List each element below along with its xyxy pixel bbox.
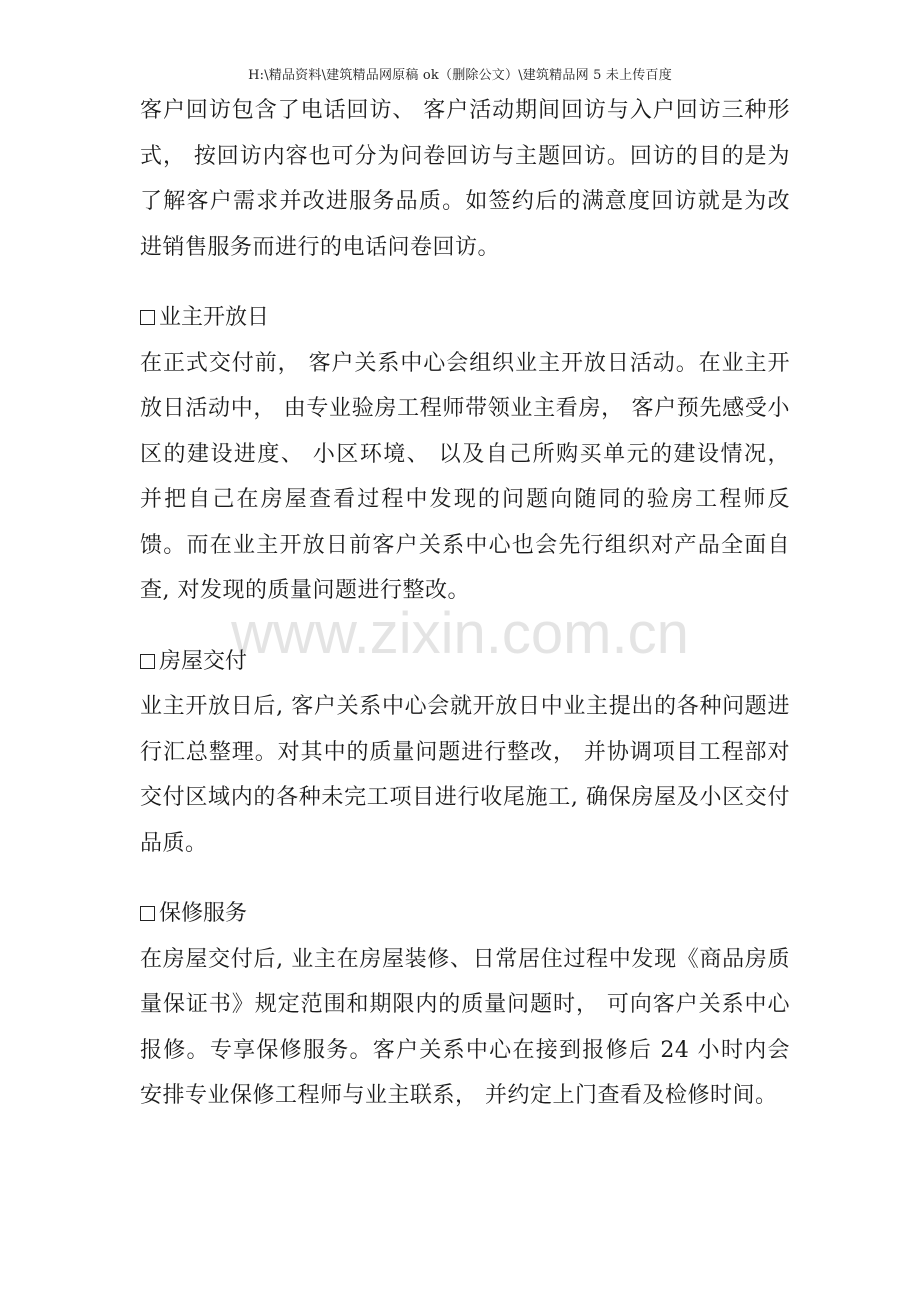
checkbox-icon — [140, 310, 155, 325]
section-paragraph-delivery: 业主开放日后, 客户关系中心会就开放日中业主提出的各种问题进行汇总整理。对其中的质量问题进行整改， 并协调项目工程部对交付区域内的各种未完工项目进行收尾施工, 确保房屋及小区交付品质。 — [140, 694, 790, 856]
section-paragraph-open-day: 在正式交付前， 客户关系中心会组织业主开放日活动。在业主开放日活动中， 由专业验房工程师带领业主看房， 客户预先感受小区的建设进度、 小区环境、 以及自己所购买单元的建设情况， 并把自己在房屋查看过程中发现的问题向随同的验房工程师反馈。而在业主开放日前客户关系中心也会先行组织对产品全面自查, 对发现的质量问题进行整改。 — [140, 350, 790, 603]
section-heading-label: 业主开放日 — [159, 305, 270, 330]
section-heading-open-day — [140, 295, 790, 341]
section-heading-delivery — [140, 639, 790, 685]
document-body — [140, 88, 790, 1119]
checkbox-icon — [140, 654, 155, 669]
document-header-path: H:\精品资料\建筑精品网原稿 ok（删除公文）\建筑精品网 5 未上传百度 — [248, 68, 672, 83]
section-heading-warranty — [140, 891, 790, 937]
section-heading-label: 保修服务 — [159, 901, 248, 926]
checkbox-icon — [140, 906, 155, 921]
section-paragraph-warranty: 在房屋交付后, 业主在房屋装修、日常居住过程中发现《商品房质量保证书》规定范围和期限内的质量问题时， 可向客户关系中心报修。专享保修服务。客户关系中心在接到报修后 24 小时内会安排专业保修工程师与业主联系， 并约定上门查看及检修时间。 — [140, 946, 790, 1108]
intro-paragraph: 客户回访包含了电话回访、 客户活动期间回访与入户回访三种形式， 按回访内容也可分为问卷回访与主题回访。回访的目的是为了解客户需求并改进服务品质。如签约后的满意度回访就是为改进销售服务而进行的电话问卷回访。 — [140, 98, 790, 260]
section-heading-label: 房屋交付 — [159, 648, 248, 674]
watermark: www.zixin.com.cn — [231, 601, 689, 666]
